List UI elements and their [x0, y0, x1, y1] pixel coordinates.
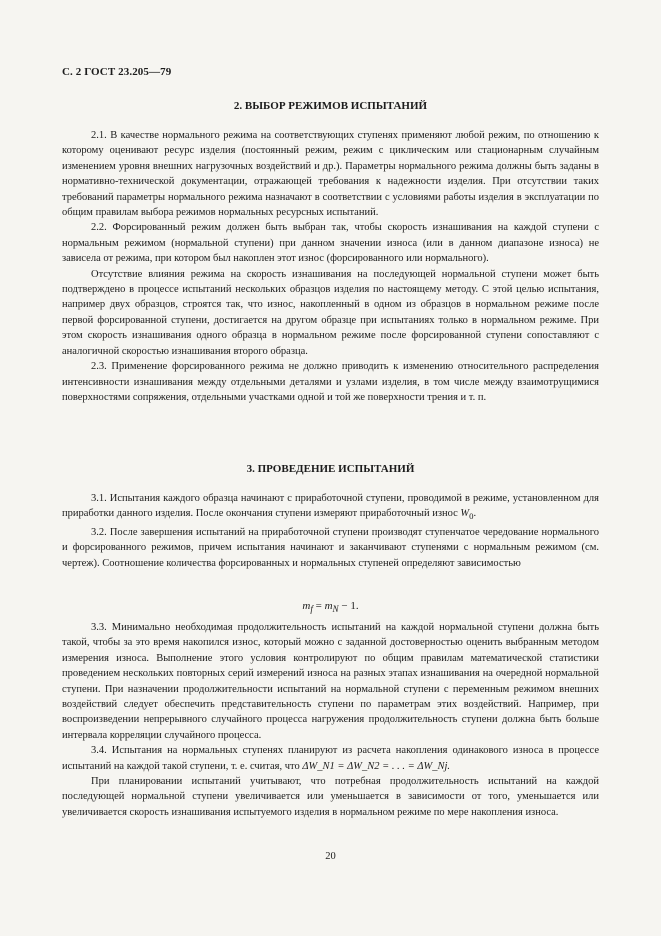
section-3-body-top	[62, 491, 599, 571]
paragraph-3-4	[62, 743, 599, 774]
paragraph-3-1: 3.1. Испытания каждого образца начинают с приработочной ступени, проводимой в режиме, установленном для приработки данного изделия. После окончания ступени измеряют приработочный износ $W_0$.	[62, 493, 599, 522]
formula-tail: − 1.	[338, 600, 359, 612]
paragraph-2-3: 2.3. Применение форсированного режима не должно приводить к изменению относительного распределения интенсивности изнашивания между отдельными деталями и узлами изделия, в том числе между взаимотрущимися поверхностями сопряжения, отдельными участками одной и той же поверхности трения и т. п.	[62, 361, 599, 403]
formula-lhs-sub: f	[310, 604, 313, 615]
section-3-heading: 3. ПРОВЕДЕНИЕ ИСПЫТАНИЙ	[246, 463, 415, 475]
paragraph-3-4-text: 3.4. Испытания на нормальных ступенях планируют из расчета накопления одинакового износа в процессе испытаний на каждой такой ступени, т. е. считая, что	[62, 745, 599, 772]
page-number: 20	[325, 851, 336, 862]
formula-rhs-sub: N	[332, 604, 339, 615]
section-3-body-bottom	[62, 620, 599, 820]
equal-wear-formula: ΔW_N1 = ΔW_N2 = . . . = ΔW_Nj.	[302, 760, 451, 772]
section-2-heading: 2. ВЫБОР РЕЖИМОВ ИСПЫТАНИЙ	[233, 100, 428, 112]
formula-eq: =	[312, 600, 325, 612]
paragraph-3-2: 3.2. После завершения испытаний на приработочной ступени производят ступенчатое чередование нормального и форсированного режимов, причем испытания начинают и заканчивают ступенями с нормальным режимом (см. чертеж). Соотношение количества форсированных и нормальных ступеней определяют зависимостью	[62, 526, 599, 569]
paragraph-2-2-continued: Отсутствие влияния режима на скорость изнашивания на последующей нормальной ступени может быть подтверждено в процессе испытаний нескольких образцов изделия по настоящему методу. С этой целью испытания, например двух образцов, строятся так, что износ, накопленный в одном из образцов в нормальном режиме после первой форсированной ступени, достигается на другом образце при испытаниях только в нормальном режиме. При этом скорость изнашивания одного образца в нормальном режиме после форсированной ступени сопоставляют с аналогичной скоростью изнашивания второго образца.	[62, 268, 599, 357]
section-2-body	[62, 128, 599, 405]
paragraph-3-1-text: 3.1. Испытания каждого образца начинают с приработочной ступени, проводимой в режиме, установленном для приработки данного изделия. После окончания ступени измеряют приработочный износ	[62, 493, 599, 520]
paragraph-3-3: 3.3. Минимально необходимая продолжительность испытаний на каждой нормальной ступени должна быть такой, чтобы за это время накопился износ, который можно с заданной достоверностью оценить выбранным методом измерения износа. Выполнение этого условия контролируют по общим правилам математической статистики проведением нескольких повторных серий измерений износа на разных этапах изнашивания на очередной нормальной ступени. При назначении продолжительности испытаний на нормальной ступени с переменным режимом внешних воздействий следует обеспечить представительность ступени по параметрам этих воздействий. Например, при воспроизведении непрерывного случайного процесса нагружения продолжительность ступени должна быть больше интервала корреляции случайного процесса.	[62, 622, 599, 741]
wear-subscript: 0	[469, 511, 474, 522]
formula-lhs: m	[302, 600, 311, 612]
formula-rhs: m	[324, 600, 333, 612]
wear-symbol: W	[460, 508, 470, 520]
paragraph-3-4-continued: При планировании испытаний учитывают, что потребная продолжительность испытаний на каждой последующей нормальной ступени увеличивается или уменьшается в зависимости от того, уменьшается или увеличивается скорость изнашивания испытуемого изделия в нормальном режиме по мере накопления износа.	[62, 776, 599, 818]
paragraph-2-2: 2.2. Форсированный режим должен быть выбран так, чтобы скорость изнашивания на каждой ступени с нормальным режимом (нормальной ступени) при данном значении износа (или в данном диапазоне износа) не зависела от режима, при котором был накоплен этот износ (форсированного или нормального).	[62, 222, 599, 265]
paragraph-2-1: 2.1. В качестве нормального режима на соответствующих ступенях применяют любой режим, по отношению к которому оценивают ресурс изделия (постоянный режим, режим с циклическим или стационарным случайным изменением уровня внешних нагрузочных воздействий и др.). Параметры нормального режима должны быть заданы в нормативно-технической документации, отражающей требования к надежности изделия. При отсутствии таких требований параметры нормального режима назначают в соответствии с условиями работы изделия в эксплуатации по общим правилам выбора режимов нормальных ресурсных испытаний.	[62, 130, 599, 219]
formula-mf-mn	[62, 600, 599, 614]
page-header: С. 2 ГОСТ 23.205—79	[62, 66, 172, 78]
